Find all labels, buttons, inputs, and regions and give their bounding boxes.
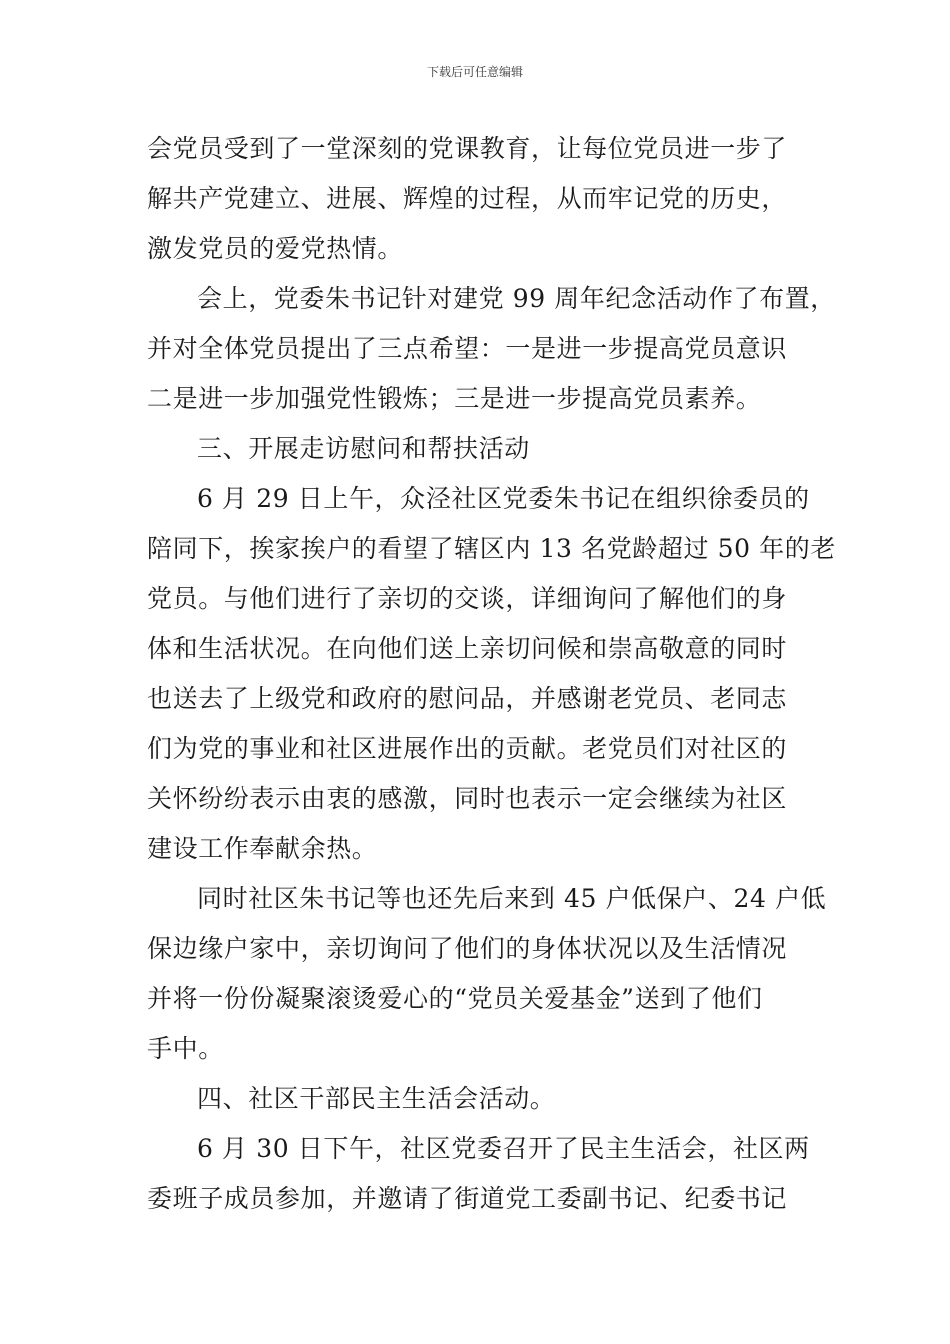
text-line: 6 月 30 日下午，社区党委召开了民主生活会，社区两 bbox=[197, 1134, 810, 1163]
text-line: 党员。与他们进行了亲切的交谈，详细询问了解他们的身 bbox=[147, 584, 788, 613]
text-line: 解共产党建立、进展、辉煌的过程，从而牢记党的历史， bbox=[147, 184, 788, 213]
text-line: 陪同下，挨家挨户的看望了辖区内 13 名党龄超过 50 年的老 bbox=[147, 534, 837, 563]
text-line: 会党员受到了一堂深刻的党课教育，让每位党员进一步了 bbox=[147, 134, 788, 163]
text-line: 手中。 bbox=[147, 1034, 224, 1063]
text-line: 激发党员的爱党热情。 bbox=[147, 234, 404, 263]
text-line: 保边缘户家中，亲切询问了他们的身体状况以及生活情况 bbox=[147, 934, 788, 963]
text-line: 并将一份份凝聚滚烫爱心的“党员关爱基金”送到了他们 bbox=[147, 984, 763, 1013]
text-line: 二是进一步加强党性锻炼；三是进一步提高党员素养。 bbox=[147, 384, 762, 413]
section-heading: 三、开展走访慰问和帮扶活动 bbox=[197, 434, 530, 463]
text-line: 们为党的事业和社区进展作出的贡献。老党员们对社区的 bbox=[147, 734, 788, 763]
page-header: 下载后可任意编辑 bbox=[426, 65, 523, 79]
text-line: 会上，党委朱书记针对建党 99 周年纪念活动作了布置， bbox=[197, 284, 836, 313]
document-body bbox=[147, 124, 837, 1224]
text-line: 建设工作奉献余热。 bbox=[147, 834, 378, 863]
text-line: 体和生活状况。在向他们送上亲切问候和崇高敬意的同时 bbox=[147, 634, 788, 663]
section-heading: 四、社区干部民主生活会活动。 bbox=[197, 1084, 556, 1113]
text-line: 6 月 29 日上午，众泾社区党委朱书记在组织徐委员的 bbox=[197, 484, 810, 513]
text-line: 关怀纷纷表示由衷的感激，同时也表示一定会继续为社区 bbox=[147, 784, 788, 813]
text-line: 并对全体党员提出了三点希望：一是进一步提高党员意识 bbox=[147, 334, 788, 363]
text-line: 委班子成员参加，并邀请了街道党工委副书记、纪委书记 bbox=[147, 1184, 788, 1213]
text-line: 同时社区朱书记等也还先后来到 45 户低保户、24 户低 bbox=[197, 884, 827, 913]
text-line: 也送去了上级党和政府的慰问品，并感谢老党员、老同志 bbox=[147, 684, 788, 713]
